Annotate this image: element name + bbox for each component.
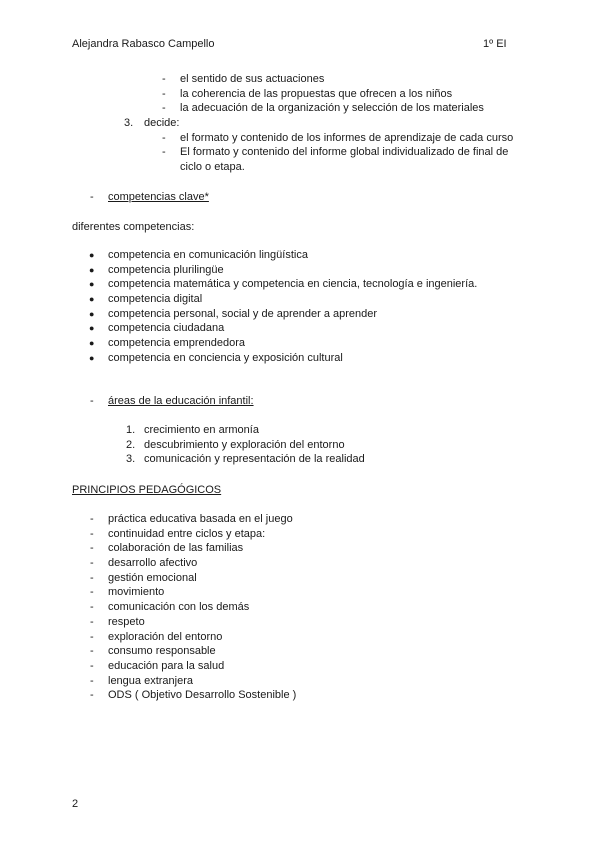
list-item: ● competencia plurilingüe bbox=[89, 263, 224, 276]
areas-list bbox=[0, 423, 600, 467]
dash-marker: - bbox=[162, 73, 166, 85]
list-item: ● competencia personal, social y de aprender a aprender bbox=[89, 307, 378, 320]
dash-marker: - bbox=[90, 191, 94, 203]
bullet-marker: ● bbox=[89, 338, 95, 349]
dash-marker: - bbox=[162, 102, 166, 115]
list-item: - ODS ( Objetivo Desarrollo Sostenible ) bbox=[90, 689, 297, 702]
competencias-heading-row bbox=[0, 190, 600, 205]
dash-marker: - bbox=[90, 586, 94, 599]
dash-marker: - bbox=[90, 513, 94, 525]
list-item: - educación para la salud bbox=[90, 659, 225, 672]
list-item: - El formato y contenido del informe global individualizado de final de bbox=[162, 146, 509, 159]
dash-marker: - bbox=[90, 689, 94, 702]
dash-marker: - bbox=[90, 674, 94, 687]
numbered-item: 2. descubrimiento y exploración del entorno bbox=[126, 438, 345, 451]
list-item: - el sentido de sus actuaciones bbox=[162, 73, 325, 85]
dash-marker: - bbox=[90, 395, 94, 407]
list-item: ● competencia matemática y competencia en ciencia, tecnología e ingeniería. bbox=[89, 278, 478, 291]
dash-marker: - bbox=[90, 659, 94, 672]
page-number: 2 bbox=[72, 798, 79, 810]
bullet-marker: ● bbox=[89, 250, 95, 260]
list-item: - exploración del entorno bbox=[90, 630, 223, 643]
list-item: - la coherencia de las propuestas que ofrecen a los niños bbox=[162, 87, 453, 100]
dash-marker: - bbox=[90, 557, 94, 570]
areas-heading-row bbox=[0, 394, 600, 409]
numbered-item: 3. comunicación y representación de la realidad bbox=[126, 453, 365, 466]
principios-list bbox=[0, 512, 600, 703]
list-item: - colaboración de las familias bbox=[90, 542, 244, 555]
list-item: - la adecuación de la organización y selección de los materiales bbox=[162, 102, 484, 115]
dash-marker: - bbox=[162, 146, 166, 159]
competencias-intro-row bbox=[0, 220, 600, 235]
numbered-item: 1. crecimiento en armonía bbox=[126, 424, 259, 436]
list-item: - movimiento bbox=[90, 586, 165, 599]
bullet-marker: ● bbox=[89, 323, 95, 334]
areas-heading: áreas de la educación infantil: bbox=[108, 395, 254, 407]
list-item: - consumo responsable bbox=[90, 645, 216, 658]
list-item: - práctica educativa basada en el juego bbox=[90, 513, 293, 525]
dash-marker: - bbox=[90, 645, 94, 658]
list-item: - continuidad entre ciclos y etapa: bbox=[90, 527, 266, 540]
numbered-item: 3. decide: bbox=[124, 117, 180, 130]
item-number: 3. bbox=[126, 453, 136, 466]
competencias-list bbox=[0, 248, 600, 366]
dash-marker: - bbox=[162, 131, 166, 144]
principios-heading-row bbox=[0, 483, 600, 498]
header-course: 1º EI bbox=[483, 38, 507, 50]
dash-marker: - bbox=[90, 630, 94, 643]
bullet-marker: ● bbox=[89, 352, 95, 363]
bullet-marker: ● bbox=[89, 279, 95, 290]
competencias-heading: competencias clave* bbox=[108, 191, 209, 203]
dash-marker: - bbox=[162, 87, 166, 100]
bullet-marker: ● bbox=[89, 294, 95, 305]
list-item: - gestión emocional bbox=[90, 571, 197, 584]
list-item: ● competencia en conciencia y exposición cultural bbox=[89, 351, 343, 364]
dash-marker: - bbox=[90, 542, 94, 555]
list-item: ● competencia en comunicación lingüística bbox=[89, 249, 308, 261]
list-item: ● competencia emprendedora bbox=[89, 337, 245, 350]
dash-marker: - bbox=[90, 615, 94, 628]
list-item: ● competencia ciudadana bbox=[89, 322, 225, 335]
list-item: - respeto bbox=[90, 615, 145, 628]
list-item: - lengua extranjera bbox=[90, 674, 194, 687]
item-number: 3. bbox=[124, 117, 134, 130]
dash-marker: - bbox=[90, 601, 94, 614]
intro-list bbox=[0, 72, 600, 175]
header-author: Alejandra Rabasco Campello bbox=[72, 38, 215, 50]
bullet-marker: ● bbox=[89, 308, 95, 319]
list-item-continuation: ciclo o etapa. bbox=[180, 161, 245, 174]
principios-heading: PRINCIPIOS PEDAGÓGICOS bbox=[72, 484, 222, 496]
bullet-marker: ● bbox=[89, 264, 95, 275]
item-number: 2. bbox=[126, 438, 136, 451]
competencias-intro: diferentes competencias: bbox=[72, 221, 195, 233]
item-number: 1. bbox=[126, 424, 136, 436]
list-item: - desarrollo afectivo bbox=[90, 557, 198, 570]
list-item: - el formato y contenido de los informes de aprendizaje de cada curso bbox=[162, 131, 514, 144]
list-item: - comunicación con los demás bbox=[90, 601, 250, 614]
dash-marker: - bbox=[90, 527, 94, 540]
dash-marker: - bbox=[90, 571, 94, 584]
list-item: ● competencia digital bbox=[89, 293, 203, 306]
